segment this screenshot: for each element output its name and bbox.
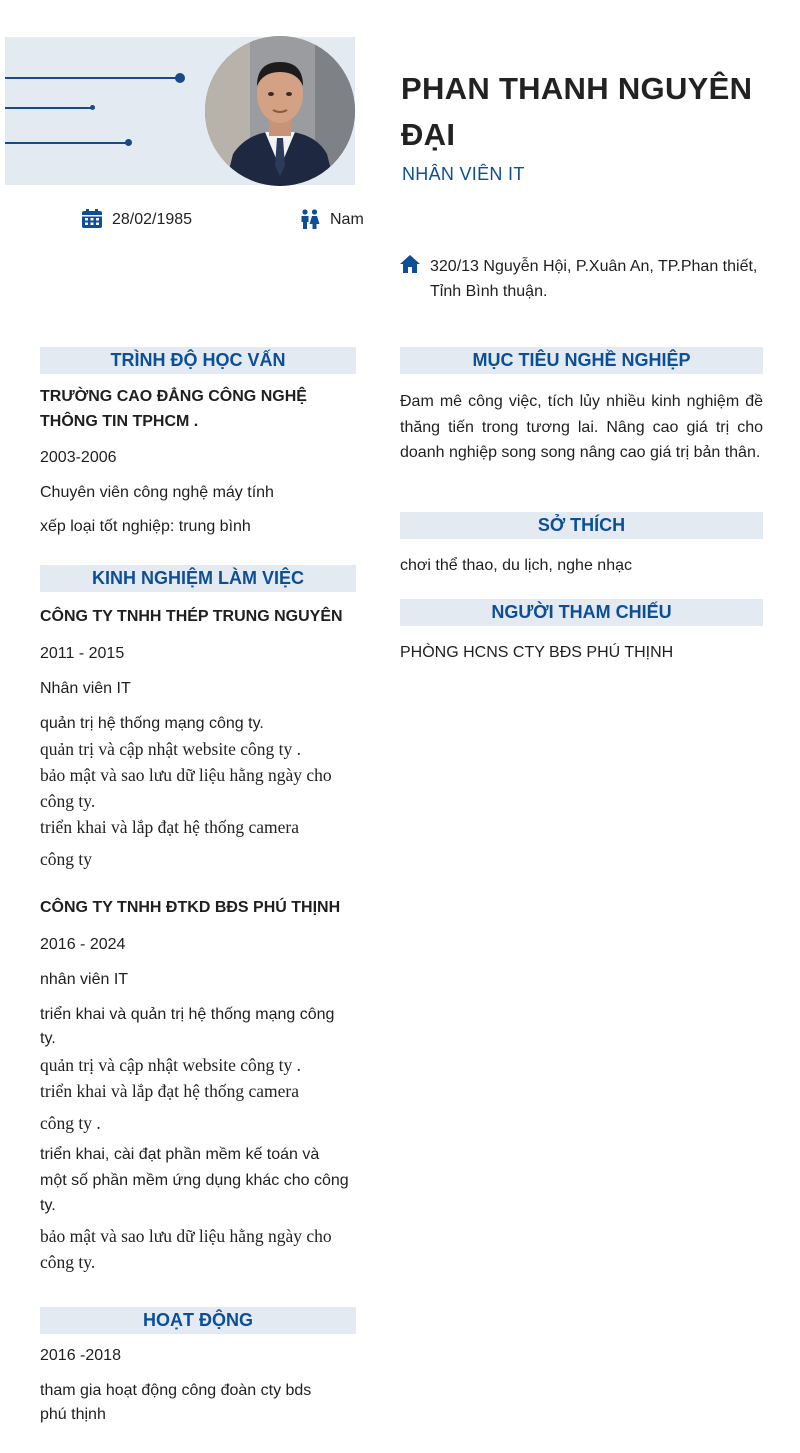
activities-heading: HOẠT ĐỘNG	[40, 1307, 356, 1334]
education-school: TRƯỜNG CAO ĐẲNG CÔNG NGHỆ THÔNG TIN TPHCM .	[40, 388, 307, 430]
education-rank: xếp loại tốt nghiệp: trung bình	[40, 518, 251, 535]
gender-value: Nam	[330, 211, 364, 228]
job-duty: triển khai, cài đạt phần mềm kế toán và một số phần mềm ứng dụng khác cho công ty.	[40, 1146, 349, 1214]
job-company: CÔNG TY TNHH THÉP TRUNG NGUYÊN	[40, 608, 343, 625]
job-role: Nhân viên IT	[40, 680, 131, 697]
job-duty: quản trị hệ thống mạng công ty.	[40, 715, 264, 732]
job-role: nhân viên IT	[40, 971, 129, 988]
job-company: CÔNG TY TNHH ĐTKD BĐS PHÚ THỊNH	[40, 899, 341, 916]
hobbies-heading: SỞ THÍCH	[400, 512, 763, 539]
hobbies-text: chơi thể thao, du lịch, nghe nhạc	[400, 557, 632, 574]
references-text: PHÒNG HCNS CTY BĐS PHÚ THỊNH	[400, 644, 674, 661]
job-period: 2016 - 2024	[40, 936, 126, 953]
home-icon	[400, 255, 420, 278]
job-duty: triển khai và lắp đạt hệ thống camera	[40, 817, 299, 837]
job-duty: triển khai và lắp đạt hệ thống camera	[40, 1081, 299, 1101]
education-heading: TRÌNH ĐỘ HỌC VẤN	[40, 347, 356, 374]
education-period: 2003-2006	[40, 449, 117, 466]
activity-period: 2016 -2018	[40, 1347, 121, 1364]
decor-line	[5, 107, 93, 109]
address-value: 320/13 Nguyễn Hội, P.Xuân An, TP.Phan thiết, Tỉnh Bình thuận.	[430, 258, 758, 300]
activity-description: tham gia hoạt động công đoàn cty bds phú thịnh	[40, 1382, 312, 1423]
job-duty: quản trị và cập nhật website công ty .	[40, 739, 301, 759]
decor-dot	[90, 105, 95, 110]
people-icon	[300, 209, 320, 234]
decor-line	[5, 77, 180, 79]
decor-line	[5, 142, 129, 144]
avatar	[205, 36, 355, 186]
experience-heading: KINH NGHIỆM LÀM VIỆC	[40, 565, 356, 592]
job-duty: công ty .	[40, 1113, 101, 1133]
job-position: NHÂN VIÊN IT	[402, 164, 525, 184]
job-duty: triển khai và quản trị hệ thống mạng công ty.	[40, 1006, 335, 1047]
references-heading: NGƯỜI THAM CHIẾU	[400, 599, 763, 626]
job-duty: quản trị và cập nhật website công ty .	[40, 1055, 301, 1075]
objective-text: Đam mê công việc, tích lủy nhiều kinh nghiệm đề thăng tiến trong tương lai. Nâng cao giá trị cho doanh nghiệp song song nâng cao giá trị bản thân.	[400, 393, 763, 461]
job-duty: công ty	[40, 849, 93, 869]
calendar-icon	[82, 209, 102, 233]
job-duty: bảo mật và sao lưu dữ liệu hằng ngày cho công ty.	[40, 1226, 332, 1272]
job-period: 2011 - 2015	[40, 645, 125, 662]
job-duty: bảo mật và sao lưu dữ liệu hằng ngày cho công ty.	[40, 765, 332, 811]
candidate-name: PHAN THANH NGUYÊN ĐẠI	[401, 71, 753, 152]
decor-dot	[125, 139, 132, 146]
education-major: Chuyên viên công nghệ máy tính	[40, 484, 274, 501]
birthdate-value: 28/02/1985	[112, 211, 193, 228]
objective-heading: MỤC TIÊU NGHỀ NGHIỆP	[400, 347, 763, 374]
decor-dot	[175, 73, 185, 83]
